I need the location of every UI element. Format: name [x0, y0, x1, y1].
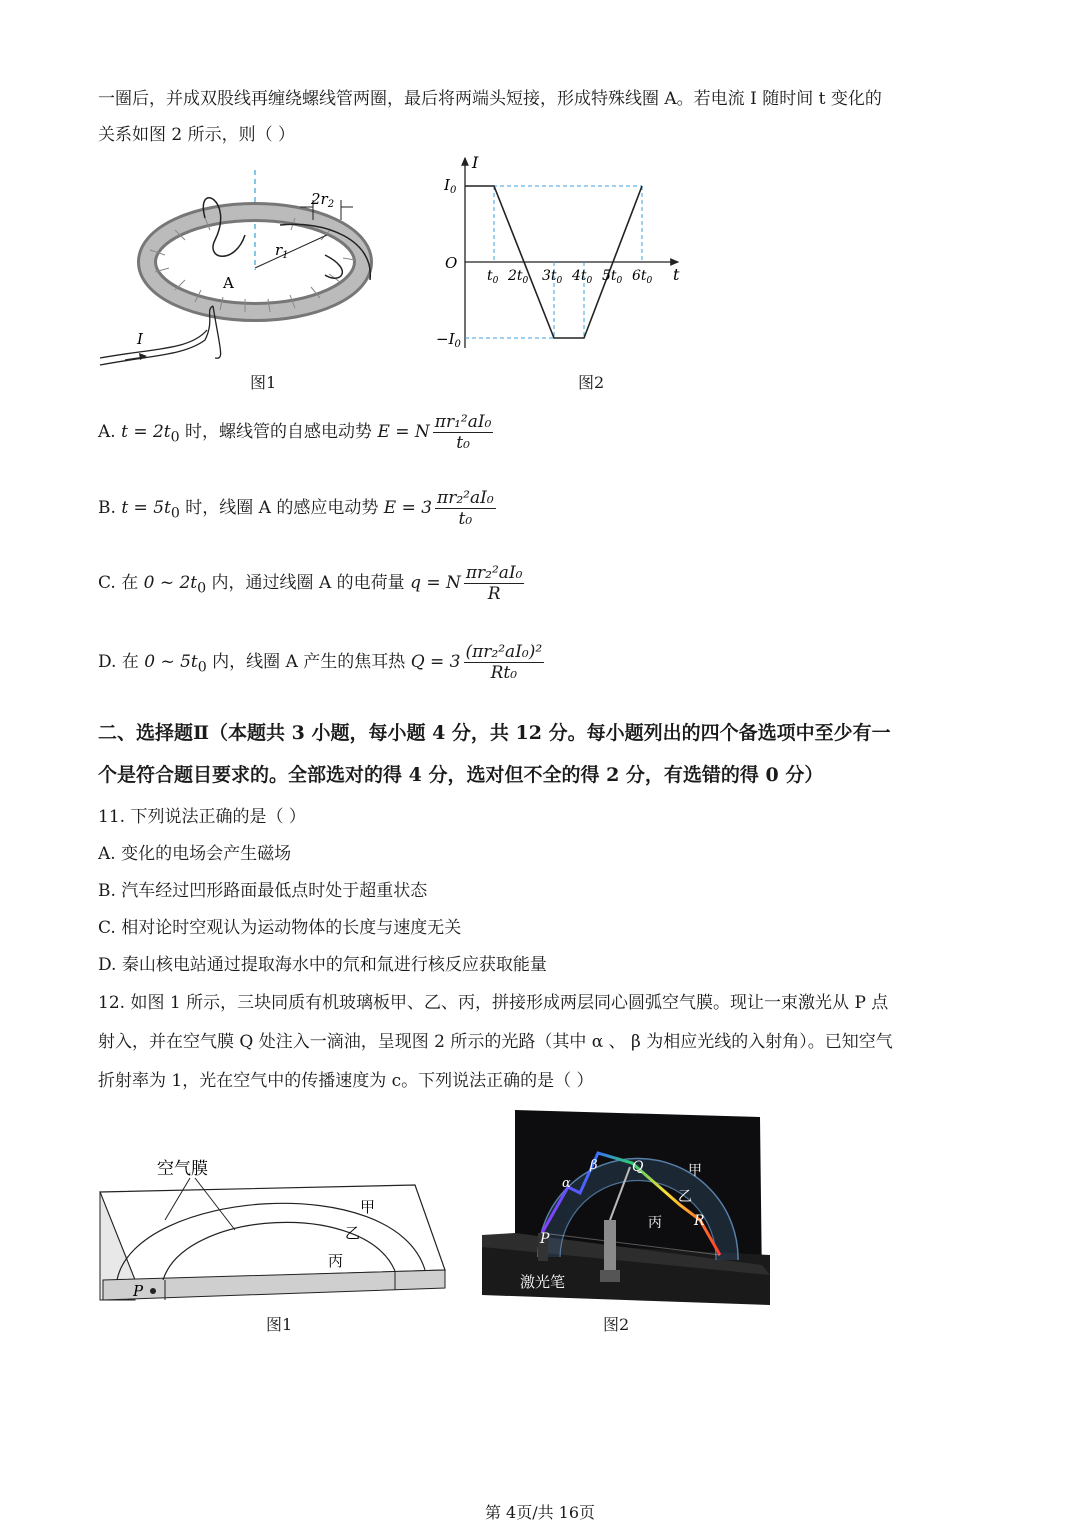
option-lhs: q = N — [410, 573, 461, 593]
label-yi-photo: 乙 — [678, 1189, 692, 1205]
label-bing: 丙 — [328, 1252, 344, 1270]
option-prefix: A. — [98, 422, 122, 442]
figure-1-caption: 图1 — [250, 373, 277, 392]
figure-3-caption: 图1 — [266, 1315, 293, 1334]
label-yi: 乙 — [345, 1224, 361, 1242]
option-lhs: E = 3 — [383, 498, 433, 518]
label-bing-photo: 丙 — [648, 1215, 662, 1231]
option-fraction — [464, 642, 545, 683]
page-footer: 第 4页/共 16页 — [484, 1503, 596, 1522]
figure-4-caption: 图2 — [603, 1315, 630, 1334]
figure-1-solenoid — [95, 160, 395, 370]
label-r1: $r_1$ — [275, 241, 289, 261]
tick-5t0: $5t_0$ — [602, 268, 623, 286]
tick-3t0: $3t_0$ — [542, 268, 563, 286]
fraction-numerator: πr₁²aI₀ — [434, 412, 492, 432]
option-prefix: C. 在 — [98, 573, 144, 593]
fraction-denominator: t₀ — [458, 509, 473, 529]
label-P-photo: P — [540, 1231, 550, 1247]
label-jia-photo: 甲 — [688, 1163, 702, 1179]
option-cond-sub: 0 — [170, 429, 180, 446]
figure-3-glass-blocks — [95, 1150, 455, 1310]
option-fraction — [433, 412, 494, 453]
q11-option-C: C. 相对论时空观认为运动物体的长度与速度无关 — [98, 918, 462, 938]
section-2-heading-line-2: 个是符合题目要求的。全部选对的得 4 分，选对但不全的得 2 分，有选错的得 0 分） — [98, 764, 824, 786]
fraction-denominator: Rt₀ — [490, 663, 518, 683]
option-lhs: E = N — [377, 422, 430, 442]
option-cond: t = 2t — [121, 422, 171, 442]
tick-2t0: $2t_0$ — [508, 268, 529, 286]
option-cond-sub: 0 — [197, 659, 207, 676]
intro-line-2: 关系如图 2 所示，则（ ） — [98, 125, 296, 145]
option-10-C — [98, 563, 527, 604]
option-text: 内，通过线圈 A 的电荷量 — [206, 573, 411, 593]
option-prefix: D. 在 — [98, 652, 145, 672]
label-P: P — [133, 1282, 144, 1300]
option-cond-sub: 0 — [197, 580, 207, 597]
option-cond: 0 ~ 5t — [144, 652, 198, 672]
q11-option-D: D. 秦山核电站通过提取海水中的氘和氚进行核反应获取能量 — [98, 955, 547, 975]
label-A: A — [223, 274, 234, 292]
label-laser-pen: 激光笔 — [520, 1273, 566, 1291]
option-prefix: B. — [98, 498, 122, 518]
figure-4-photo — [480, 1105, 775, 1310]
section-2-heading-line-1: 二、选择题Ⅱ（本题共 3 小题，每小题 4 分，共 12 分。每小题列出的四个备选项中至少有一 — [98, 722, 891, 744]
figure-2-graph — [430, 150, 695, 360]
option-10-A — [98, 412, 496, 453]
option-cond: 0 ~ 2t — [143, 573, 198, 593]
tick-t0: $t_0$ — [487, 268, 499, 286]
label-2r2: $2r_2$ — [311, 190, 335, 210]
q11-stem: 11. 下列说法正确的是（ ） — [98, 807, 306, 827]
label-I: I — [137, 330, 143, 348]
label-beta: β — [590, 1158, 598, 1173]
q12-line-2: 射入，并在空气膜 Q 处注入一滴油，呈现图 2 所示的光路（其中 α 、 β 为相应光线的入射角）。已知空气 — [98, 1032, 893, 1052]
tick-6t0: $6t_0$ — [632, 268, 653, 286]
axis-t-label: t — [673, 265, 680, 284]
option-text: 时，螺线管的自感电动势 — [179, 422, 378, 442]
origin-label: O — [445, 254, 458, 272]
option-fraction — [464, 563, 525, 604]
option-10-B — [98, 488, 499, 529]
q12-line-1: 12. 如图 1 所示，三块同质有机玻璃板甲、乙、丙，拼接形成两层同心圆弧空气膜。现让一束激光从 P 点 — [98, 993, 889, 1013]
label-R: R — [694, 1213, 705, 1229]
fraction-numerator: πr₂²aI₀ — [465, 563, 523, 583]
fraction-numerator: πr₂²aI₀ — [437, 488, 494, 508]
I0-label: $I_0$ — [444, 176, 457, 196]
q12-line-3: 折射率为 1，光在空气中的传播速度为 c。下列说法正确的是（ ） — [98, 1071, 594, 1091]
option-text: 内，线圈 A 产生的焦耳热 — [206, 652, 411, 672]
option-10-D — [98, 642, 547, 683]
fraction-numerator: (πr₂²aI₀)² — [465, 642, 543, 662]
label-Q: Q — [632, 1159, 644, 1175]
label-air-film: 空气膜 — [157, 1159, 208, 1179]
option-text: 时，线圈 A 的感应电动势 — [179, 498, 384, 518]
fraction-denominator: t₀ — [456, 433, 470, 453]
option-cond-sub: 0 — [170, 505, 180, 522]
label-jia: 甲 — [360, 1198, 376, 1216]
q11-option-A: A. 变化的电场会产生磁场 — [98, 844, 292, 864]
option-fraction — [435, 488, 496, 529]
axis-I-label: I — [472, 153, 479, 172]
fraction-denominator: R — [487, 584, 501, 604]
tick-4t0: $4t_0$ — [572, 268, 593, 286]
negI0-label: $-I_0$ — [436, 330, 461, 350]
option-lhs: Q = 3 — [410, 652, 461, 672]
intro-line-1: 一圈后，并成双股线再缠绕螺线管两圈，最后将两端头短接，形成特殊线圈 A。若电流 I 随时间 t 变化的 — [98, 89, 882, 109]
option-cond: t = 5t — [121, 498, 171, 518]
label-alpha: α — [562, 1176, 571, 1191]
figure-2-caption: 图2 — [578, 373, 605, 392]
q11-option-B: B. 汽车经过凹形路面最低点时处于超重状态 — [98, 881, 428, 901]
